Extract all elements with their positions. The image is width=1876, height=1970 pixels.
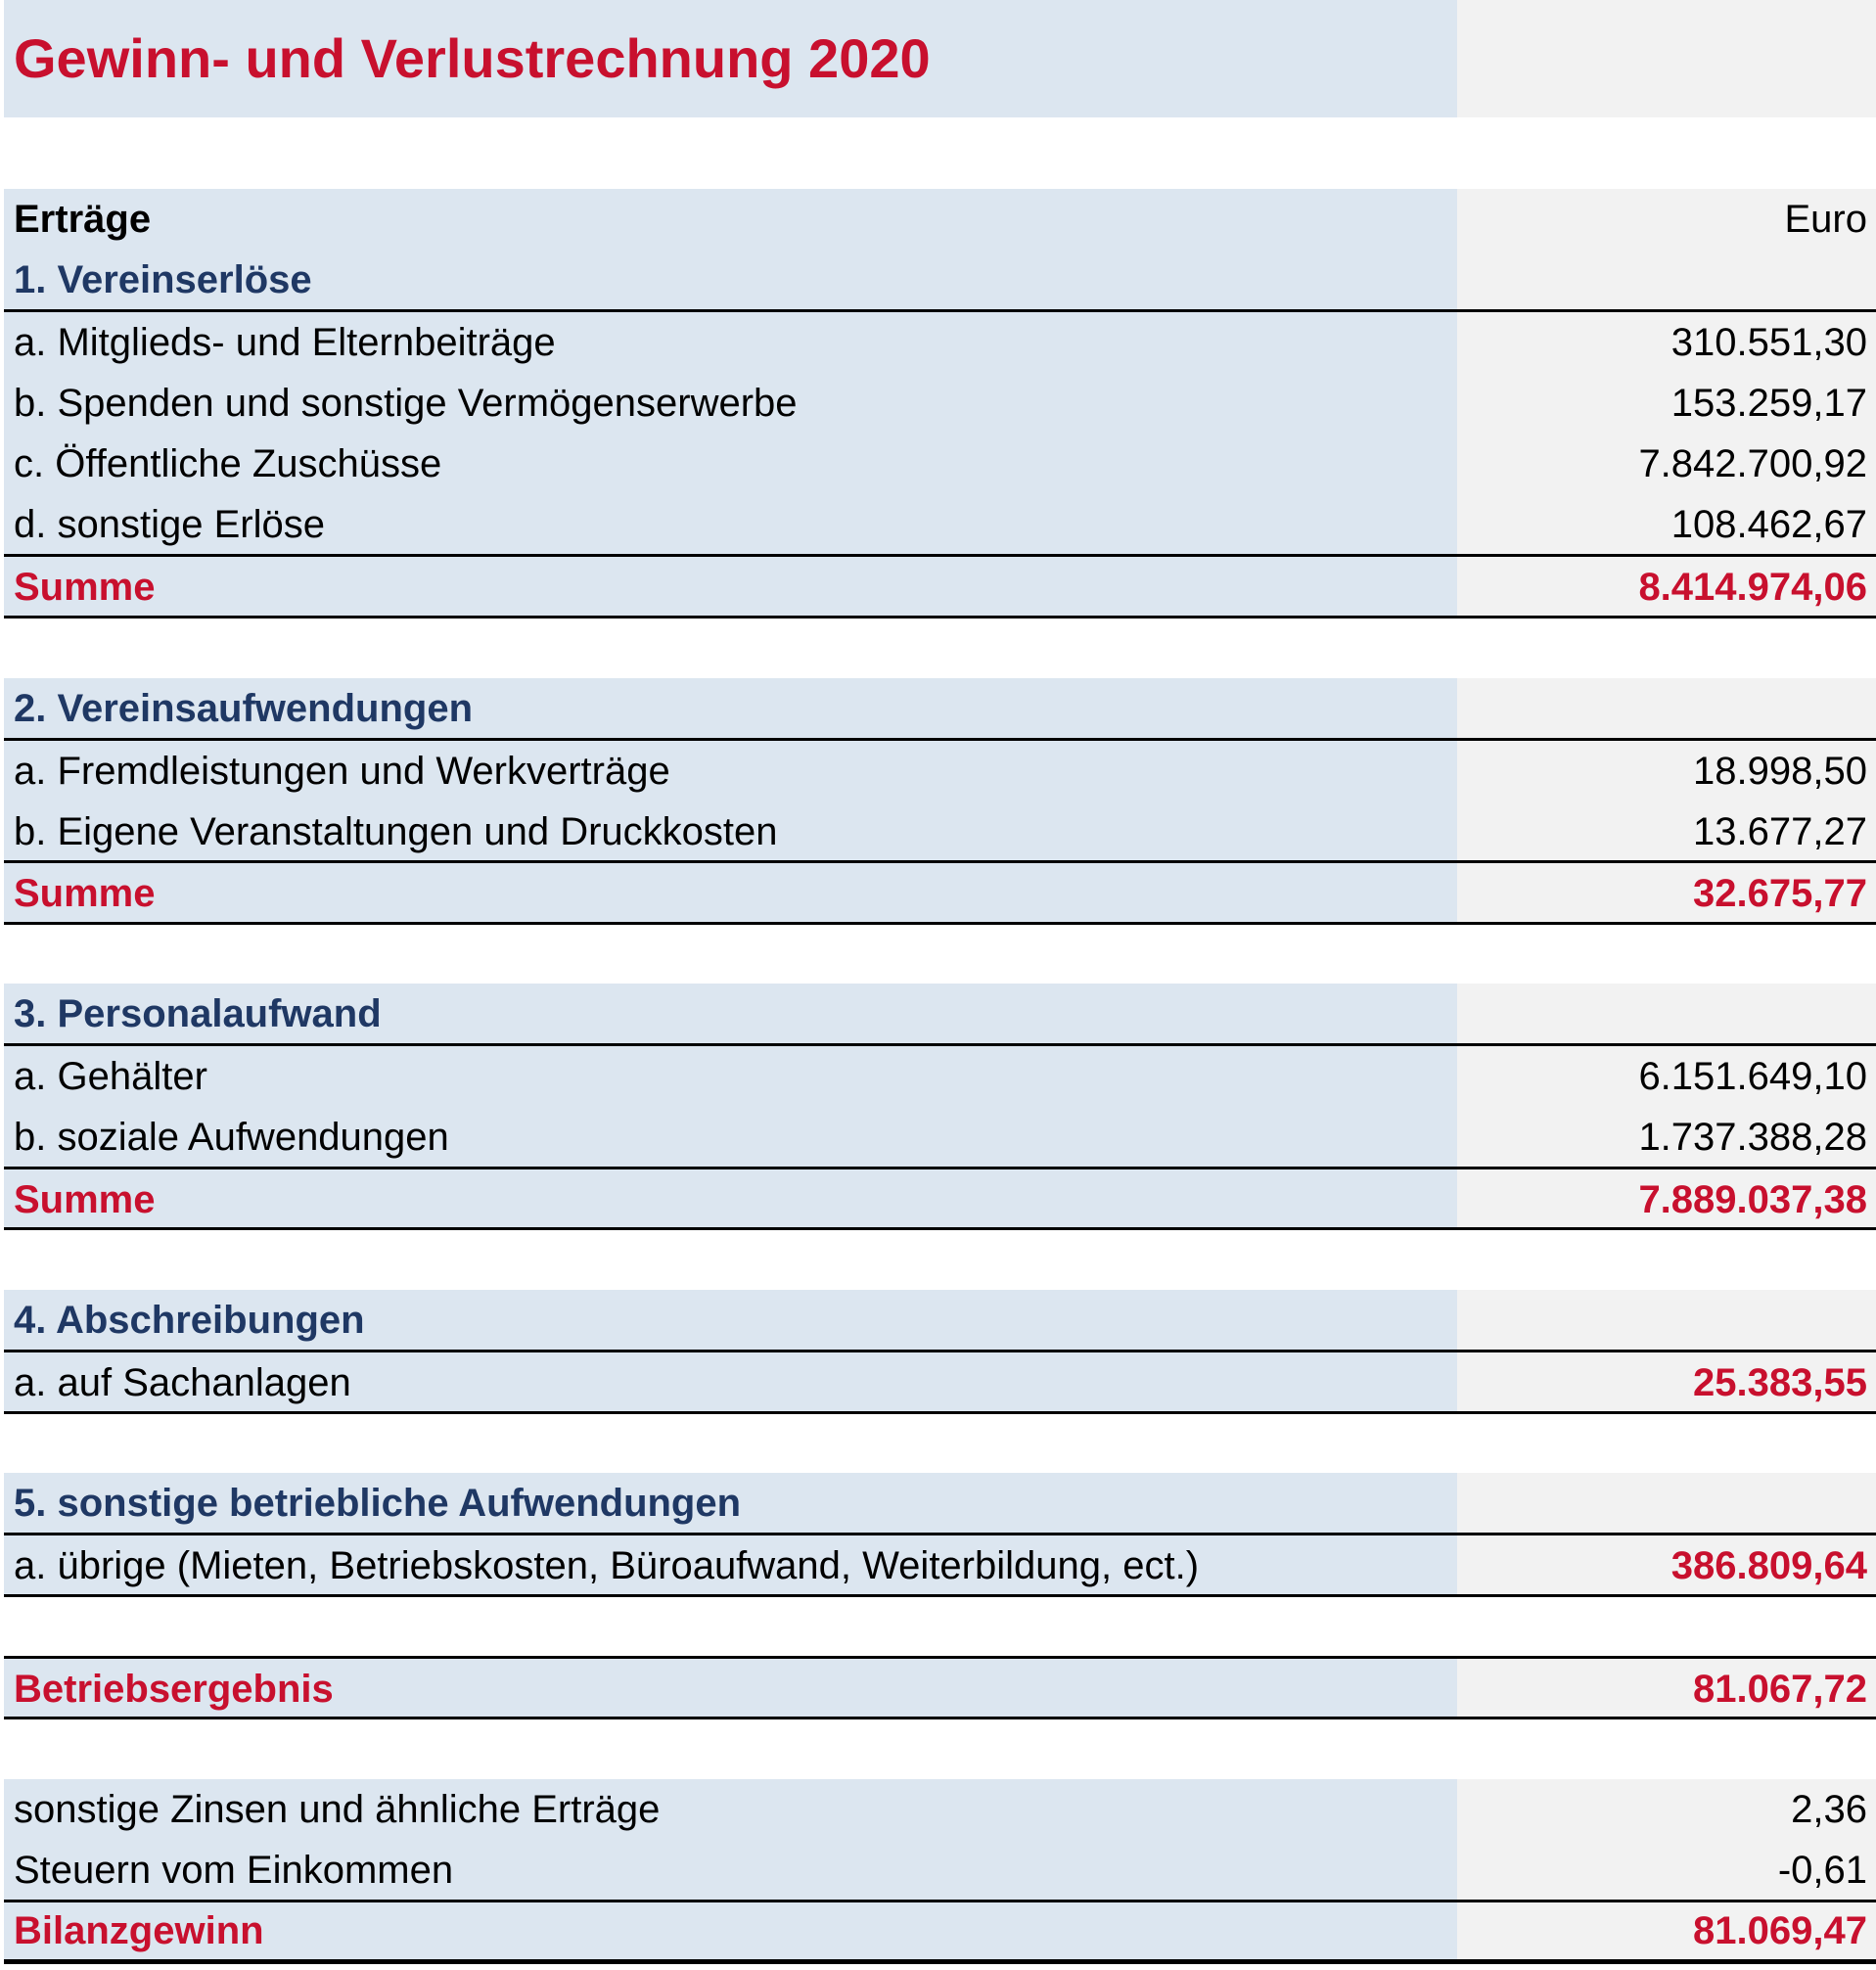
sum-value: 7.889.037,38 [1457, 1169, 1876, 1230]
row-value: 2,36 [1457, 1779, 1876, 1840]
table-row [4, 373, 1876, 434]
row-value: 13.677,27 [1457, 802, 1876, 862]
table-row [4, 802, 1876, 862]
row-label: b. Spenden und sonstige Vermögenserwerbe [4, 373, 1457, 434]
section-heading-label: 4. Abschreibungen [4, 1290, 1457, 1351]
operating-result-value: 81.067,72 [1457, 1659, 1876, 1719]
section-heading-vereinserloese [4, 250, 1876, 310]
row-divider [4, 1227, 1876, 1230]
row-divider [4, 1959, 1876, 1964]
row-divider [4, 1411, 1876, 1414]
table-row [4, 494, 1876, 555]
section-heading-personalaufwand [4, 984, 1876, 1044]
row-value: 386.809,64 [1457, 1535, 1876, 1596]
header-row [4, 189, 1876, 250]
section-heading-abschreibungen [4, 1290, 1876, 1351]
row-label: a. auf Sachanlagen [4, 1352, 1457, 1413]
row-label: sonstige Zinsen und ähnliche Erträge [4, 1779, 1457, 1840]
row-label: c. Öffentliche Zuschüsse [4, 434, 1457, 494]
sum-row [4, 1169, 1876, 1230]
row-divider [4, 922, 1876, 925]
bilanzgewinn-label: Bilanzgewinn [4, 1902, 1457, 1959]
row-label: a. übrige (Mieten, Betriebskosten, Büroaufwand, Weiterbildung, ect.) [4, 1535, 1457, 1596]
sum-label: Summe [4, 1169, 1457, 1230]
operating-result-row [4, 1659, 1876, 1719]
section-heading-label: 1. Vereinserlöse [4, 250, 1457, 310]
sum-row [4, 863, 1876, 924]
sum-value: 32.675,77 [1457, 863, 1876, 924]
sum-label: Summe [4, 863, 1457, 924]
table-row [4, 1107, 1876, 1168]
row-divider [4, 1594, 1876, 1597]
sum-value: 8.414.974,06 [1457, 557, 1876, 618]
section-heading-value [1457, 250, 1876, 310]
row-value: 7.842.700,92 [1457, 434, 1876, 494]
section-heading-label: 5. sonstige betriebliche Aufwendungen [4, 1473, 1457, 1534]
row-label: d. sonstige Erlöse [4, 494, 1457, 555]
section-heading-value [1457, 1473, 1876, 1534]
table-row [4, 312, 1876, 373]
row-value: 153.259,17 [1457, 373, 1876, 434]
row-label: b. Eigene Veranstaltungen und Druckkosten [4, 802, 1457, 862]
title-value-cell [1457, 0, 1876, 117]
row-value: 6.151.649,10 [1457, 1046, 1876, 1107]
row-value: 108.462,67 [1457, 494, 1876, 555]
bilanzgewinn-value: 81.069,47 [1457, 1902, 1876, 1959]
row-value: 18.998,50 [1457, 741, 1876, 802]
row-divider [4, 1717, 1876, 1719]
operating-result-label: Betriebsergebnis [4, 1659, 1457, 1719]
section-heading-vereinsaufwendungen [4, 678, 1876, 739]
section-heading-value [1457, 678, 1876, 739]
row-value: 25.383,55 [1457, 1352, 1876, 1413]
sum-row [4, 557, 1876, 618]
table-row [4, 434, 1876, 494]
row-label: a. Gehälter [4, 1046, 1457, 1107]
section-heading-value [1457, 984, 1876, 1044]
row-label: a. Fremdleistungen und Werkverträge [4, 741, 1457, 802]
table-row [4, 1535, 1876, 1596]
currency-label: Euro [1457, 189, 1876, 250]
row-label: Steuern vom Einkommen [4, 1840, 1457, 1901]
page-title: Gewinn- und Verlustrechnung 2020 [4, 0, 1457, 117]
row-value: -0,61 [1457, 1840, 1876, 1901]
row-label: b. soziale Aufwendungen [4, 1107, 1457, 1168]
table-row [4, 1352, 1876, 1413]
sum-label: Summe [4, 557, 1457, 618]
section-heading-label: 2. Vereinsaufwendungen [4, 678, 1457, 739]
row-label: a. Mitglieds- und Elternbeiträge [4, 312, 1457, 373]
table-row [4, 1779, 1876, 1840]
header-label: Erträge [4, 189, 1457, 250]
row-value: 310.551,30 [1457, 312, 1876, 373]
section-heading-label: 3. Personalaufwand [4, 984, 1457, 1044]
bilanzgewinn-row [4, 1902, 1876, 1959]
table-row [4, 1046, 1876, 1107]
section-heading-sonstige-aufwendungen [4, 1473, 1876, 1534]
section-heading-value [1457, 1290, 1876, 1351]
table-row [4, 741, 1876, 802]
table-row [4, 1840, 1876, 1901]
title-row [4, 0, 1876, 117]
row-divider [4, 616, 1876, 618]
row-value: 1.737.388,28 [1457, 1107, 1876, 1168]
